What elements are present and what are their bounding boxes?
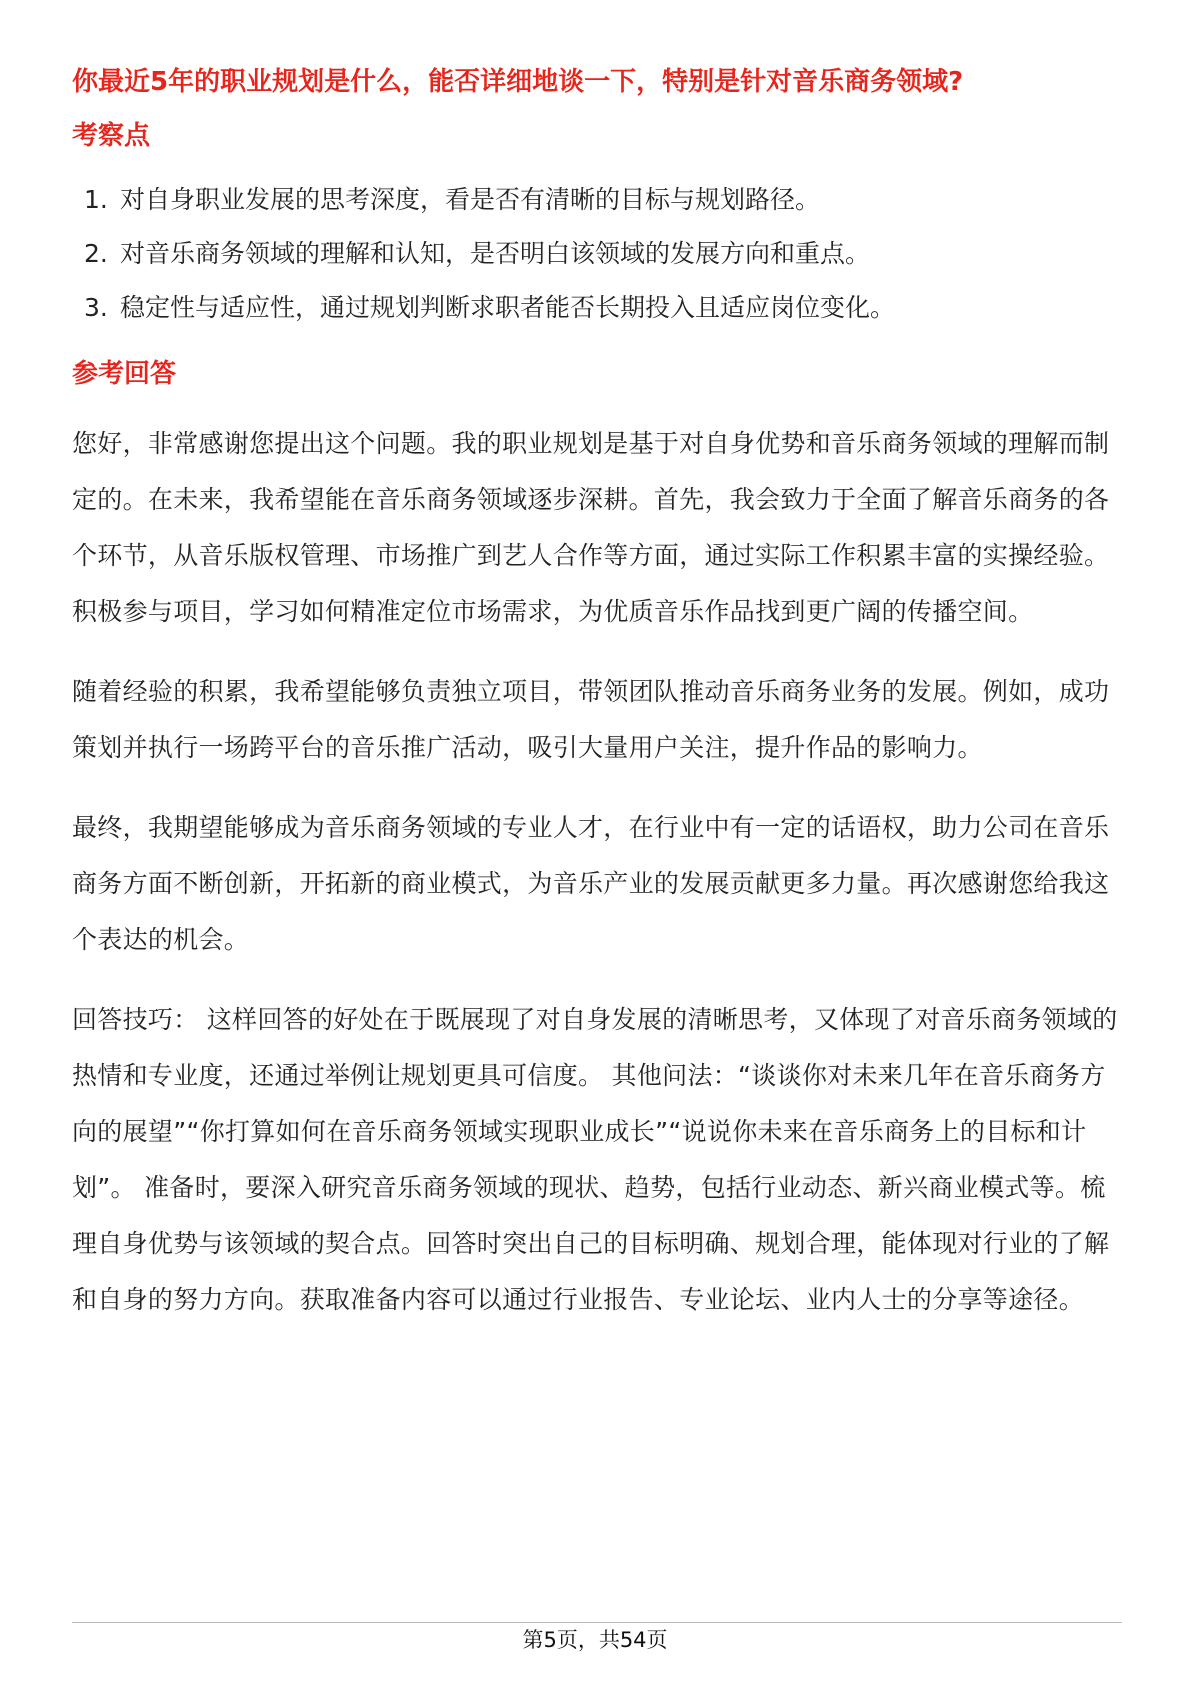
examine-points-title: 考察点 [72,121,151,151]
examine-points-list [72,180,1122,328]
footer-divider [72,1622,1122,1623]
answer-paragraph: 最终，我期望能够成为音乐商务领域的专业人才，在行业中有一定的话语权，助力公司在音乐商务方面不断创新，开拓新的商业模式，为音乐产业的发展贡献更多力量。再次感谢您给我这个表达的机会。 [72,813,1110,954]
examine-point-text: 对自身职业发展的思考深度，看是否有清晰的目标与规划路径。 [120,185,821,214]
question-heading: 你最近5年的职业规划是什么，能否详细地谈一下，特别是针对音乐商务领域? [72,67,964,97]
examine-point-text: 对音乐商务领域的理解和认知，是否明白该领域的发展方向和重点。 [120,239,871,268]
page-number-footer: 第5页，共54页 [522,1628,668,1652]
examine-point-text: 稳定性与适应性，通过规划判断求职者能否长期投入且适应岗位变化。 [120,293,896,322]
page-content [72,62,1122,1352]
examine-point [84,288,1122,328]
reference-answer-title: 参考回答 [72,359,177,389]
examine-point-number: 2. [84,239,108,268]
examine-point-number: 3. [84,293,108,322]
answer-paragraph: 随着经验的积累，我希望能够负责独立项目，带领团队推动音乐商务业务的发展。例如，成功策划并执行一场跨平台的音乐推广活动，吸引大量用户关注，提升作品的影响力。 [72,677,1110,762]
examine-point-number: 1. [84,185,108,214]
examine-point [84,234,1122,274]
examine-point [84,180,1122,220]
answer-tips-paragraph: 回答技巧： 这样回答的好处在于既展现了对自身发展的清晰思考，又体现了对音乐商务领域的热情和专业度，还通过举例让规划更具可信度。 其他问法：“谈谈你对未来几年在音乐商务方向的展望”“你打算如何在音乐商务领域实现职业成长”“说说你未来在音乐商务上的目标和计划”。 准备时，要深入研究音乐商务领域的现状、趋势，包括行业动态、新兴商业模式等。梳理自身优势与该领域的契合点。回答时突出自己的目标明确、规划合理，能体现对行业的了解和自身的努力方向。获取准备内容可以通过行业报告、专业论坛、业内人士的分享等途径。 [72,1005,1118,1314]
answer-paragraph: 您好，非常感谢您提出这个问题。我的职业规划是基于对自身优势和音乐商务领域的理解而制定的。在未来，我希望能在音乐商务领域逐步深耕。首先，我会致力于全面了解音乐商务的各个环节，从音乐版权管理、市场推广到艺人合作等方面，通过实际工作积累丰富的实操经验。积极参与项目，学习如何精准定位市场需求，为优质音乐作品找到更广阔的传播空间。 [72,429,1110,626]
